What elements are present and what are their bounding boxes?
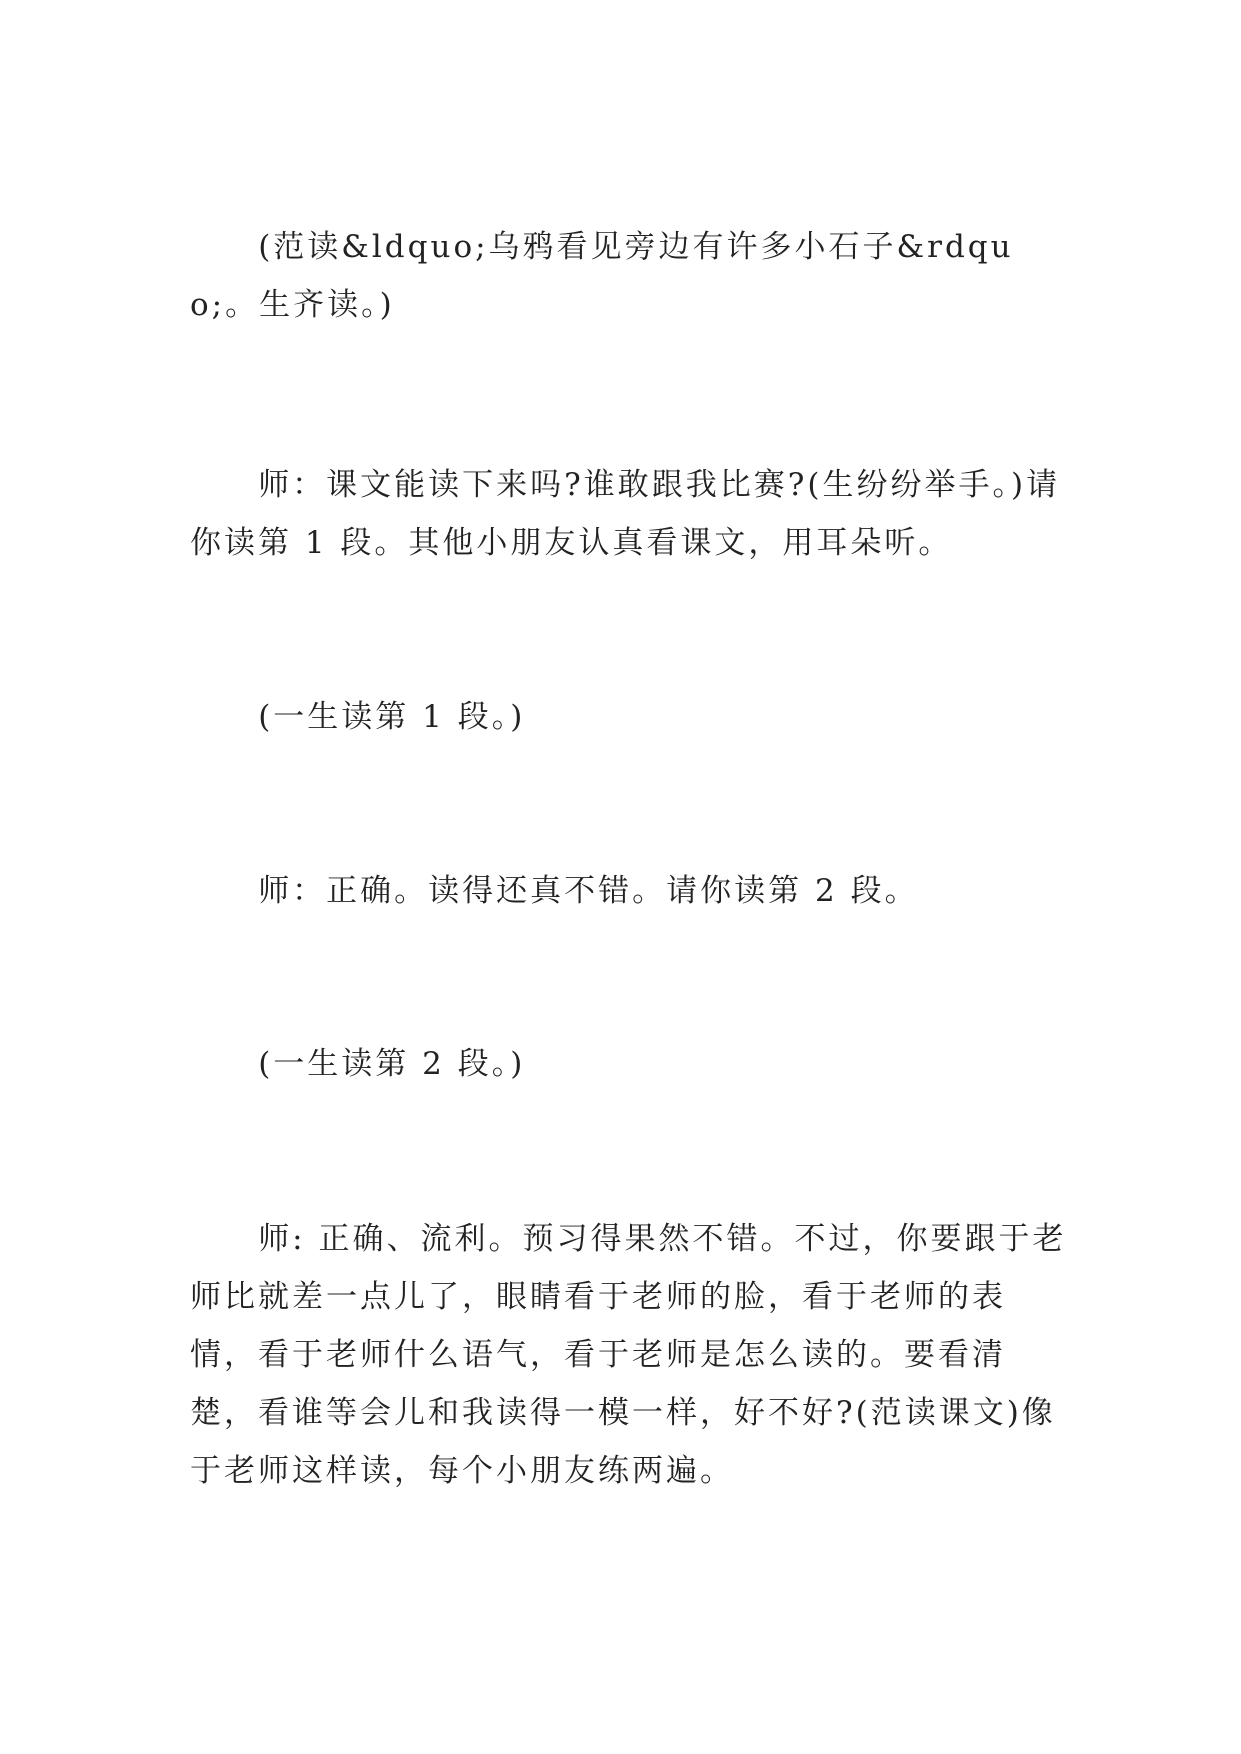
paragraph-demo-reading: (范读&ldquo;乌鸦看见旁边有许多小石子&rdquo;。生齐读。) (190, 229, 1014, 323)
paragraph-student-reads-2: (一生读第 2 段。) (258, 1046, 526, 1082)
paragraph-teacher-challenge: 师：课文能读下来吗?谁敢跟我比赛?(生纷纷举手。)请你读第 1 段。其他小朋友认真看课文，用耳朵听。 (190, 467, 1061, 561)
paragraph-teacher-instruction: 师: 正确、流利。预习得果然不错。不过，你要跟于老师比就差一点儿了，眼睛看于老师的脸，看于老师的表情，看于老师什么语气，看于老师是怎么读的。要看清楚，看谁等会儿和我读得一模一样，好不好?(范读课文)像于老师这样读，每个小朋友练两遍。 (190, 1221, 1067, 1489)
paragraph-student-reads-1: (一生读第 1 段。) (258, 699, 526, 735)
paragraph-teacher-praise: 师：正确。读得还真不错。请你读第 2 段。 (258, 873, 919, 909)
